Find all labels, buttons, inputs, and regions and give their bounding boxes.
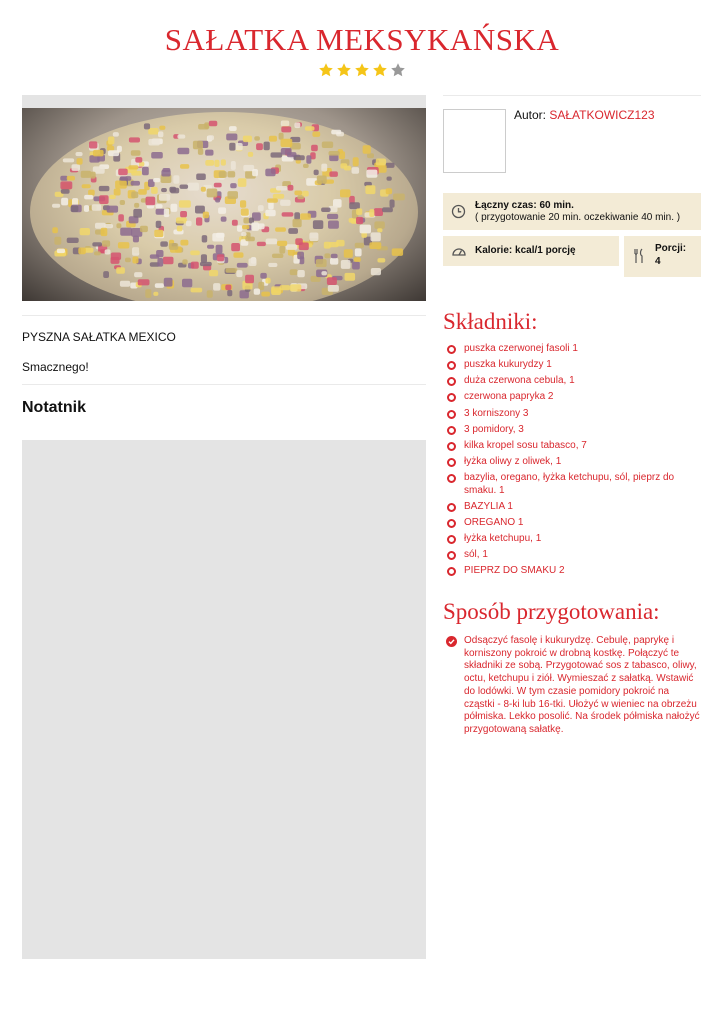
ingredient-item xyxy=(443,359,701,371)
author-line xyxy=(514,108,655,122)
notes-area[interactable] xyxy=(22,440,426,959)
ingredient-text: sól, 1 xyxy=(464,549,488,561)
author-name-link[interactable]: SAŁATKOWICZ123 xyxy=(549,108,655,122)
bullet-icon xyxy=(447,535,456,544)
star-icon[interactable] xyxy=(390,62,406,78)
preparation-text: Odsączyć fasolę i kukurydzę. Cebulę, paprykę i korniszony pokroić w drobną kostkę. Połączyć te składniki ze sobą. Przygotować sos z tabasco, oliwy, octu, ketchupu i ziół. Wymieszać z sałatką. Wstawić do lodówki. W tym czasie pomidory pokroić na cząstki - 8-ki lub 16-tki. Ułożyć w wieniec na obrzeżu półmiska. Lekko posolić. Na środek półmiska nałożyć przygotowaną sałatkę. xyxy=(464,635,700,735)
bullet-icon xyxy=(447,474,456,483)
ingredient-text: czerwona papryka 2 xyxy=(464,391,554,403)
ingredient-item xyxy=(443,456,701,468)
clock-icon xyxy=(451,204,466,222)
ingredients-title: Składniki: xyxy=(443,309,538,334)
left-column xyxy=(22,95,426,427)
ingredient-text: puszka kukurydzy 1 xyxy=(464,359,552,371)
ingredient-text: łyżka ketchupu, 1 xyxy=(464,533,542,545)
divider xyxy=(22,384,426,385)
cutlery-icon xyxy=(633,248,645,267)
bullet-icon xyxy=(447,551,456,560)
ingredients-list xyxy=(443,343,701,582)
bullet-icon xyxy=(447,519,456,528)
ingredient-text: puszka czerwonej fasoli 1 xyxy=(464,343,578,354)
author-label: Autor: xyxy=(514,108,547,122)
bullet-icon xyxy=(447,393,456,402)
preparation-title: Sposób przygotowania: xyxy=(443,599,660,624)
salad-texture xyxy=(22,108,426,301)
ingredient-text: 3 pomidory, 3 xyxy=(464,423,524,435)
ingredient-text: BAZYLIA 1 xyxy=(464,500,513,512)
time-breakdown: ( przygotowanie 20 min. oczekiwanie 40 min. ) xyxy=(475,212,681,223)
total-time: Łączny czas: 60 min. xyxy=(475,200,574,211)
ingredient-item xyxy=(443,375,701,387)
ingredient-text: bazylia, oregano, łyżka ketchupu, sól, pieprz do smaku. 1 xyxy=(464,472,675,496)
ingredient-text: łyżka oliwy z oliwek, 1 xyxy=(464,456,562,468)
ingredient-text: duża czerwona cebula, 1 xyxy=(464,375,575,387)
bullet-icon xyxy=(447,410,456,419)
bullet-icon xyxy=(447,503,456,512)
ingredient-item xyxy=(443,517,701,529)
ingredient-item xyxy=(443,533,701,545)
check-icon xyxy=(446,636,457,647)
scale-icon xyxy=(451,243,467,260)
time-box xyxy=(443,193,701,230)
calories-box xyxy=(443,236,619,266)
notes-title: Notatnik xyxy=(22,399,86,416)
ingredient-item xyxy=(443,408,701,420)
ingredient-text: PIEPRZ DO SMAKU 2 xyxy=(464,565,565,577)
recipe-title: SAŁATKA MEKSYKAŃSKA xyxy=(164,22,560,57)
star-icon[interactable] xyxy=(336,62,352,78)
ingredient-text: OREGANO 1 xyxy=(464,516,524,528)
bullet-icon xyxy=(447,377,456,386)
bullet-icon xyxy=(447,442,456,451)
star-icon[interactable] xyxy=(372,62,388,78)
ingredient-item xyxy=(443,472,701,497)
ingredient-item xyxy=(443,343,701,355)
ingredient-item xyxy=(443,549,701,561)
ingredient-item xyxy=(443,501,701,513)
portions-value: 4 xyxy=(655,256,661,267)
right-column xyxy=(443,95,701,735)
recipe-photo xyxy=(22,108,426,301)
portions-label: Porcji: xyxy=(655,243,687,254)
preparation-step xyxy=(443,635,701,737)
divider xyxy=(443,95,701,96)
portions-box xyxy=(624,236,701,277)
ingredient-item xyxy=(443,565,701,577)
ingredient-text: kilka kropel sosu tabasco, 7 xyxy=(464,439,587,451)
star-icon[interactable] xyxy=(354,62,370,78)
bullet-icon xyxy=(447,458,456,467)
bullet-icon xyxy=(447,426,456,435)
image-topbar xyxy=(22,95,426,108)
recipe-description: PYSZNA SAŁATKA MEXICO xyxy=(22,330,176,344)
bullet-icon xyxy=(447,567,456,576)
bullet-icon xyxy=(447,345,456,354)
bullet-icon xyxy=(447,361,456,370)
calories: Kalorie: kcal/1 porcję xyxy=(475,245,576,256)
closing-text: Smacznego! xyxy=(22,360,89,374)
rating-stars[interactable] xyxy=(0,62,724,78)
author-avatar[interactable] xyxy=(443,109,506,173)
ingredient-item xyxy=(443,440,701,452)
ingredient-text: 3 korniszony 3 xyxy=(464,407,529,419)
ingredient-item xyxy=(443,391,701,403)
ingredient-item xyxy=(443,424,701,436)
star-icon[interactable] xyxy=(318,62,334,78)
